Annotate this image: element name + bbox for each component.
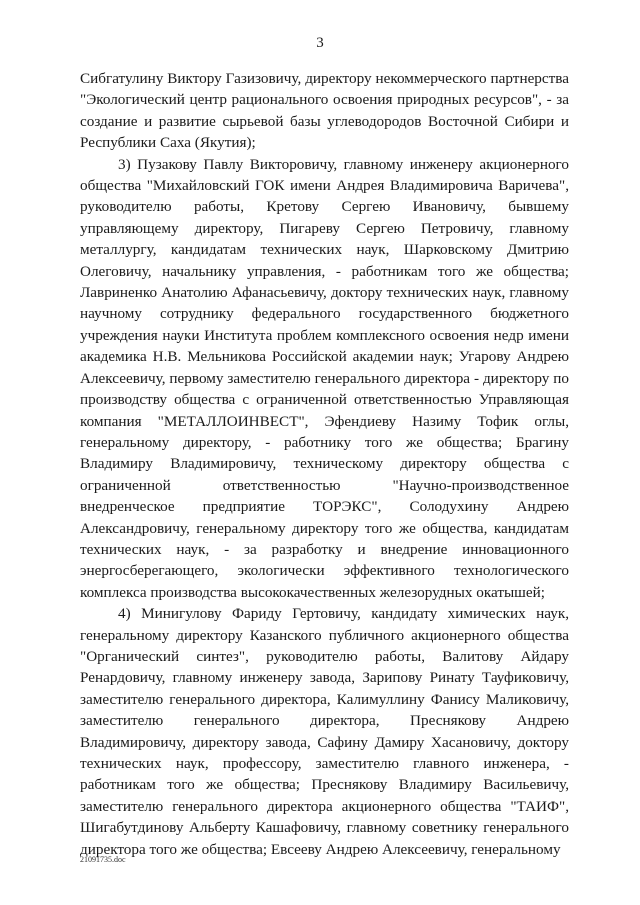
paragraph-sibgatulin: Сибгатулину Виктору Газизовичу, директору некоммерческого партнерства "Экологический центр рационального освоения природных ресурсов", - за создание и развитие сырьевой базы углеводородов Восточной Сибири и Республики Саха (Якутия);: [80, 70, 569, 152]
paragraph-item-4: 4) Минигулову Фариду Гертовичу, кандидату химических наук, генеральному директору Казанского публичного акционерного общества "Органический синтез", руководителю работы, Валитову Айдару Ренардовичу, главному инженеру завода, Зарипову Ринату Тауфиковичу, заместителю генерального директора, Калимуллину Фанису Маликовичу, заместителю генерального директора, Преснякову Андрею Владимировичу, директору завода, Сафину Дамиру Хасановичу, доктору технических наук, профессору, заместителю главного инженера, - работникам того же общества; Преснякову Владимиру Васильевичу, заместителю генерального директора акционерного общества "ТАИФ", Шигабутдинову Альберту Кашафовичу, главному советнику генерального директора того же общества; Евсееву Андрею Алексеевичу, генеральному: [80, 605, 569, 858]
document-body: [80, 68, 569, 860]
paragraph-item-3: 3) Пузакову Павлу Викторовичу, главному инженеру акционерного общества "Михайловский ГОК имени Андрея Владимировича Варичева", руководителю работы, Кретову Сергею Ивановичу, бывшему управляющему директору, Пигареву Сергею Петровичу, главному металлургу, кандидатам технических наук, Шарковскому Дмитрию Олеговичу, начальнику управления, - работникам того же общества; Лавриненко Анатолию Афанасьевичу, доктору технических наук, главному научному сотруднику федерального государственного бюджетного учреждения науки Института проблем комплексного освоения недр имени академика Н.В. Мельникова Российской академии наук; Угарову Андрею Алексеевичу, первому заместителю генерального директора - директору по производству общества с ограниченной ответственностью Управляющая компания "МЕТАЛЛОИНВЕСТ", Эфендиеву Назиму Тофик оглы, генеральному директору, - работнику того же общества; Брагину Владимиру Владимировичу, техническому директору общества с ограниченной ответственностью "Научно-производственное внедренческое предприятие ТОРЭКС", Солодухину Андрею Александровичу, генеральному директору того же общества, кандидатам технических наук, - за разработку и внедрение инновационного энергосберегающего, экологически эффективного технологического комплекса производства высококачественных железорудных окатышей;: [80, 155, 569, 601]
footer-file-code: 21091735.doc: [80, 855, 126, 864]
page-number: 3: [316, 35, 324, 51]
